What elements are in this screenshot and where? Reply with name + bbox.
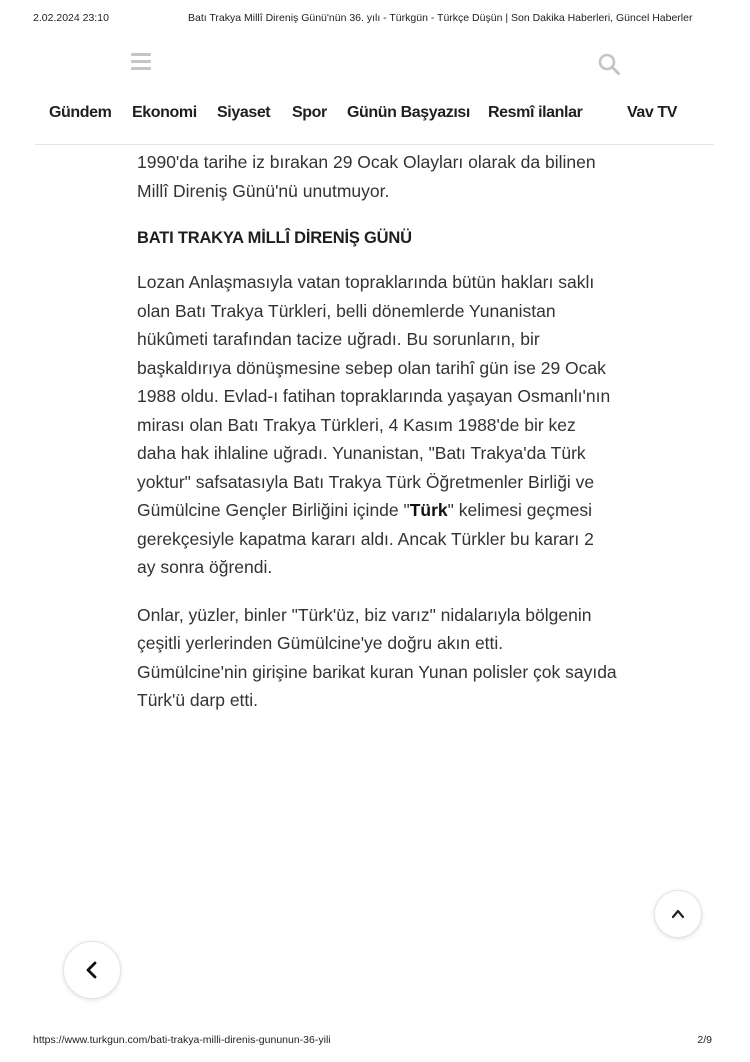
bold-term: Türk: [409, 500, 448, 520]
nav-item-vav-tv[interactable]: Vav TV: [627, 104, 678, 121]
print-datetime: 2.02.2024 23:10: [33, 12, 109, 24]
paragraph-text: " kelimesi geçmesi gerekçesiyle kapatma kararı aldı. Ancak Türkler bu kararı 2 ay sonra öğrendi.: [137, 500, 594, 577]
print-url: https://www.turkgun.com/bati-trakya-milli-direnis-gununun-36-yili: [33, 1034, 331, 1046]
print-page-title: Batı Trakya Millî Direniş Günü'nün 36. yılı - Türkgün - Türkçe Düşün | Son Dakika Haberleri, Güncel Haberler: [188, 12, 693, 24]
article-section-heading: BATI TRAKYA MİLLÎ DİRENİŞ GÜNÜ: [137, 229, 412, 247]
paragraph-text: Lozan Anlaşmasıyla vatan topraklarında bütün hakları saklı olan Batı Trakya Türkleri, belli dönemlerde Yunanistan hükûmeti tarafından tacize uğradı. Bu sorunların, bir başkaldırıya dönüşmesine sebep olan tarihî gün ise 29 Ocak 1988 oldu. Evlad-ı fatihan topraklarında yaşayan Osmanlı'nın mirası olan Batı Trakya Türkleri, 4 Kasım 1988'de bir kez daha hak ihlaline uğradı. Yunanistan, "Batı Trakya'da Türk yoktur" safsatasıyla Batı Trakya Türk Öğretmenler Birliği ve Gümülcine Gençler Birliğini içinde ": [137, 272, 611, 520]
nav-item-spor[interactable]: Spor: [292, 104, 327, 121]
article-body: [137, 148, 617, 734]
article-paragraph: [137, 268, 617, 582]
nav-item-ekonomi[interactable]: Ekonomi: [132, 104, 197, 121]
chevron-up-icon: [670, 906, 686, 922]
main-nav: [0, 104, 750, 130]
nav-item-gunun-basyazisi[interactable]: Günün Başyazısı: [347, 104, 470, 121]
hamburger-menu-icon[interactable]: [131, 53, 151, 73]
article-paragraph: Onlar, yüzler, binler "Türk'üz, biz varız" nidalarıyla bölgenin çeşitli yerlerinden Gümülcine'ye doğru akın etti. Gümülcine'nin girişine barikat kuran Yunan polisler çok sayıda Türk'ü darp etti.: [137, 604, 617, 710]
scroll-to-top-button[interactable]: [654, 890, 702, 938]
search-icon[interactable]: [597, 52, 621, 76]
nav-item-resmi-ilanlar[interactable]: Resmî ilanlar: [488, 104, 583, 121]
chevron-left-icon: [82, 960, 102, 980]
nav-item-gundem[interactable]: Gündem: [49, 104, 112, 121]
back-button[interactable]: [63, 941, 121, 999]
nav-item-siyaset[interactable]: Siyaset: [217, 104, 271, 121]
nav-divider: [35, 144, 714, 145]
article-intro-paragraph: 1990'da tarihe iz bırakan 29 Ocak Olayları olarak da bilinen Millî Direniş Günü'nü unutmuyor.: [137, 152, 596, 201]
print-page-number: 2/9: [697, 1034, 712, 1046]
